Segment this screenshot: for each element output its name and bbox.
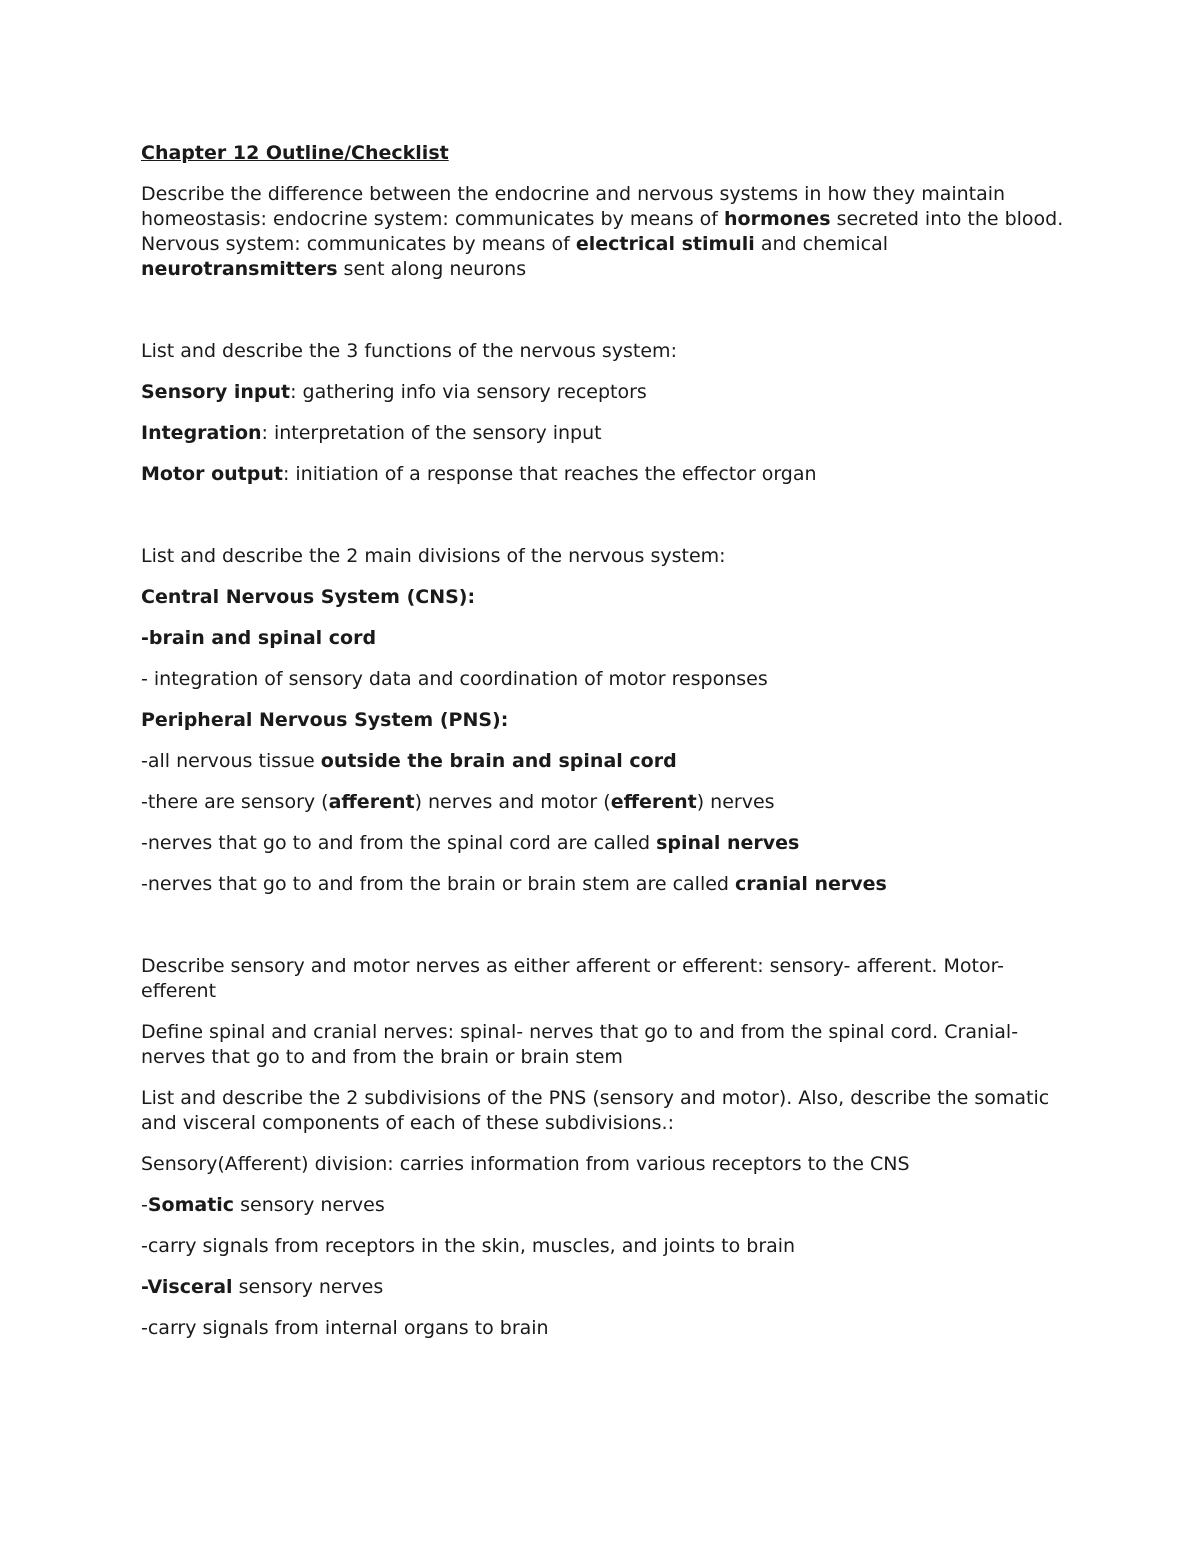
- spacer: [141, 913, 1071, 954]
- term-neurotransmitters: neurotransmitters: [141, 258, 338, 280]
- pns-term: outside the brain and spinal cord: [320, 750, 677, 772]
- pns-line: [141, 749, 1071, 774]
- function-desc: : gathering info via sensory receptors: [290, 381, 647, 403]
- subdivisions-paragraph: List and describe the 2 subdivisions of the PNS (sensory and motor). Also, describe the somatic and visceral components of each of these subdivisions.:: [141, 1087, 1050, 1134]
- pns-line: [141, 790, 1071, 815]
- intro-text-2: secreted into the blood. Nervous system: communicates by means of: [141, 208, 1064, 255]
- spinal-cranial-paragraph: Define spinal and cranial nerves: spinal- nerves that go to and from the spinal cord. Cranial- nerves that go to and from the brain or brain stem: [141, 1021, 1019, 1068]
- function-term: Sensory input: [141, 381, 291, 403]
- term-visceral: -Visceral: [141, 1276, 233, 1298]
- function-term: Integration: [141, 422, 262, 444]
- document-content: [141, 141, 1071, 1357]
- afferent-efferent-paragraph: Describe sensory and motor nerves as either afferent or efferent: sensory- afferent. Motor- efferent: [141, 955, 1005, 1002]
- visceral-detail: -carry signals from internal organs to brain: [141, 1317, 549, 1339]
- pns-text: -there are sensory (: [141, 791, 329, 813]
- sensory-division-paragraph: Sensory(Afferent) division: carries information from various receptors to the CNS: [141, 1153, 910, 1175]
- intro-text-4: sent along neurons: [337, 258, 527, 280]
- term-afferent: afferent: [328, 791, 415, 813]
- page-title: Chapter 12 Outline/Checklist: [141, 142, 449, 164]
- pns-text: ) nerves and motor (: [414, 791, 611, 813]
- function-item: [141, 421, 1071, 446]
- term-somatic: Somatic: [147, 1194, 235, 1216]
- term-electrical-stimuli: electrical stimuli: [575, 233, 755, 255]
- pns-line: [141, 831, 1071, 856]
- pns-line: [141, 872, 1071, 897]
- cns-line: -brain and spinal cord: [141, 627, 377, 649]
- term-hormones: hormones: [724, 208, 831, 230]
- pns-text: ) nerves: [696, 791, 775, 813]
- function-item: [141, 380, 1071, 405]
- functions-heading: List and describe the 3 functions of the nervous system:: [141, 340, 677, 362]
- function-desc: : interpretation of the sensory input: [261, 422, 602, 444]
- somatic-text: sensory nerves: [234, 1194, 385, 1216]
- function-term: Motor output: [141, 463, 283, 485]
- spacer: [141, 503, 1071, 544]
- intro-paragraph: [141, 182, 1071, 282]
- function-item: [141, 462, 1071, 487]
- cns-label: Central Nervous System (CNS):: [141, 586, 476, 608]
- divisions-heading: List and describe the 2 main divisions of the nervous system:: [141, 545, 726, 567]
- spacer: [141, 298, 1071, 339]
- pns-text: -nerves that go to and from the spinal cord are called: [141, 832, 657, 854]
- term-efferent: efferent: [610, 791, 697, 813]
- cns-line: - integration of sensory data and coordination of motor responses: [141, 668, 768, 690]
- intro-text-3: and chemical: [754, 233, 888, 255]
- term-cranial-nerves: cranial nerves: [735, 873, 887, 895]
- somatic-detail: -carry signals from receptors in the skin, muscles, and joints to brain: [141, 1235, 796, 1257]
- pns-text: -nerves that go to and from the brain or brain stem are called: [141, 873, 736, 895]
- intro-text-1: Describe the difference between the endocrine and nervous systems in how they maintain homeostasis: endocrine system: communicates by means of: [141, 183, 1006, 230]
- term-spinal-nerves: spinal nerves: [656, 832, 800, 854]
- visceral-line: [141, 1275, 1071, 1300]
- pns-label: Peripheral Nervous System (PNS):: [141, 709, 509, 731]
- somatic-prefix: -: [141, 1194, 148, 1216]
- visceral-text: sensory nerves: [232, 1276, 384, 1298]
- pns-text: -all nervous tissue: [141, 750, 321, 772]
- function-desc: : initiation of a response that reaches the effector organ: [282, 463, 817, 485]
- somatic-line: [141, 1193, 1071, 1218]
